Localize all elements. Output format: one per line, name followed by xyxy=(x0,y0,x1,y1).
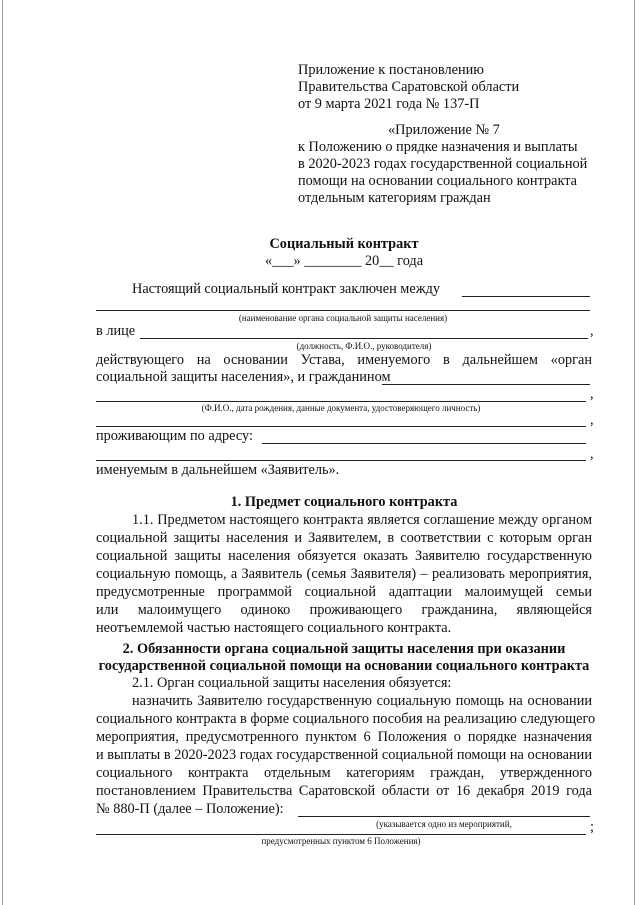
section2-line-3: мероприятия, предусмотренного пунктом 6 Положения о порядке назначения xyxy=(96,729,592,745)
address-blank xyxy=(96,460,586,461)
citizen-blank xyxy=(96,401,586,402)
org-name-blank-short xyxy=(462,296,590,297)
hereinafter-applicant: именуемым в дальнейшем «Заявитель». xyxy=(96,462,340,478)
section2-heading-line2: государственной социальной помощи на основании социального контракта xyxy=(98,658,590,674)
section2-line-1: назначить Заявителю государственную социальную помощь на основании xyxy=(132,693,592,709)
org-name-blank xyxy=(96,310,590,311)
section1-line-2: социальной защиты населения и Заявителем, в соответствии с которым орган xyxy=(96,530,592,546)
appendix-header-line2: Правительства Саратовской области xyxy=(298,79,520,95)
section2-line-2: социального контракта в форме социального пособия на реализацию следующего xyxy=(96,711,596,727)
acting-basis-line2: социальной защиты населения», и гражданином xyxy=(96,369,391,385)
comma-after-representative: , xyxy=(590,323,594,339)
comma-after-address: , xyxy=(590,446,594,462)
acting-basis-line1: действующего на основании Устава, именуемого в дальнейшем «орган xyxy=(96,352,592,368)
section1-heading: 1. Предмет социального контракта xyxy=(230,494,458,510)
section1-line-1: 1.1. Предметом настоящего контракта является соглашение между органом xyxy=(132,512,592,528)
section2-line-4: и выплаты в 2020-2023 годах государственной социальной помощи на основании xyxy=(96,747,592,763)
section2-last-line: № 880-П (далее – Положение): xyxy=(96,801,284,817)
address-blank-short xyxy=(262,443,586,444)
section2-line-5: социального контракта отдельным категориям граждан, утвержденного xyxy=(96,765,592,781)
appendix-header-line3: от 9 марта 2021 года № 137-П xyxy=(298,96,480,112)
appendix7-line4: помощи на основании социального контракта xyxy=(298,173,578,189)
section2-line-6: постановлением Правительства Саратовской области от 16 декабря 2019 года xyxy=(96,783,592,799)
citizen-blank-short xyxy=(382,384,590,385)
measure-blank xyxy=(96,834,586,835)
caption-measure-1: (указывается одно из мероприятий, xyxy=(376,819,512,829)
section2-heading-line1: 2. Обязанности органа социальной защиты населения при оказании xyxy=(122,641,566,657)
section2-clause-2-1: 2.1. Орган социальной защиты населения обязуется: xyxy=(132,675,452,691)
section1-line-5: предусмотренные программой социальной адаптации малоимущей семьи xyxy=(96,584,592,600)
residing-label: проживающим по адресу: xyxy=(96,428,253,444)
measure-blank-short xyxy=(298,816,590,817)
section1-line-6: или малоимущего одиноко проживающего гражданина, являющейся xyxy=(96,602,592,618)
caption-measure-2: предусмотренных пунктом 6 Положения) xyxy=(261,836,421,846)
document-title: Социальный контракт xyxy=(269,236,419,252)
appendix7-line2: к Положению о прядке назначения и выплаты xyxy=(298,139,578,155)
appendix7-line3: в 2020-2023 годах государственной социальной xyxy=(298,156,588,172)
comma-after-citizen: , xyxy=(590,386,594,402)
section1-last-line: неотъемлемой частью настоящего социального контракта. xyxy=(96,620,452,636)
page-edge-right xyxy=(634,0,635,905)
caption-position: (должность, Ф.И.О., руководителя) xyxy=(296,341,432,351)
section1-line-3: социальной защиты населения обязуется оказать Заявителю государственную xyxy=(96,548,592,564)
concluded-between-text: Настоящий социальный контракт заключен между xyxy=(132,281,440,297)
representative-blank xyxy=(140,338,588,339)
caption-citizen-details: (Ф.И.О., дата рождения, данные документа, удостоверяющего личность) xyxy=(201,403,481,413)
section1-line-4: социальную помощь, а Заявитель (семья Заявителя) – реализовать мероприятия, xyxy=(96,566,592,582)
appendix7-line1: «Приложение № 7 xyxy=(388,122,500,138)
caption-org-name: (наименование органа социальной защиты населения) xyxy=(238,313,448,323)
citizen-blank-2 xyxy=(96,426,586,427)
semicolon-after-measure: ; xyxy=(590,819,594,835)
comma-after-citizen-2: , xyxy=(590,412,594,428)
page-edge-left xyxy=(2,0,3,905)
appendix-header-line1: Приложение к постановлению xyxy=(298,62,484,78)
contract-date-line: «___» ________ 20__ года xyxy=(264,253,424,269)
appendix7-line5: отдельным категориям граждан xyxy=(298,190,491,206)
in-person-label: в лице xyxy=(96,323,136,339)
